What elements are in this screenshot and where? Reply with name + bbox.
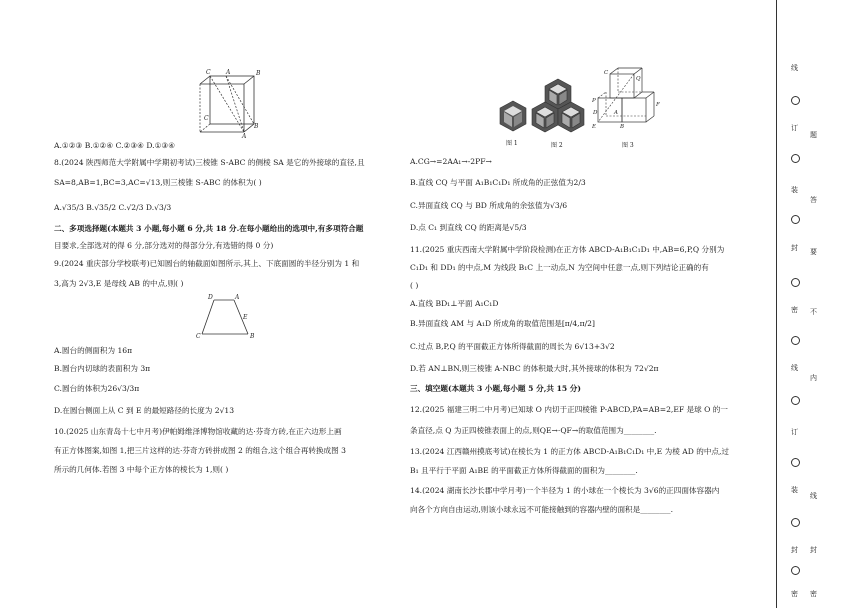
margin-mark: 题 <box>810 131 817 139</box>
binding-hole-icon <box>791 396 800 405</box>
q10-option-b: B.直线 CQ 与平面 A₁B₁C₁D₁ 所成角的正弦值为2/3 <box>410 178 586 187</box>
margin-mark: 要 <box>810 248 817 256</box>
q12-line2: 条直径,点 Q 为正四棱锥表面上的点,则QE→·QF→的取值范围为________. <box>410 426 657 435</box>
fig3-label: C <box>604 70 609 76</box>
binding-hole-icon <box>791 518 800 527</box>
q9-option-c: C.圆台的体积为26√3/3π <box>54 384 140 393</box>
margin-mark: 答 <box>810 196 817 204</box>
q8-line1: 8.(2024 陕西师范大学附属中学期初考试)三棱锥 S-ABC 的侧棱 SA 是它的外接球的直径,且 <box>54 158 365 167</box>
margin-mark: 封 <box>810 546 817 554</box>
margin-mark: 装 <box>791 186 798 194</box>
binding-hole-icon <box>791 96 800 105</box>
fig3-label: A <box>614 110 618 116</box>
q14-line1: 14.(2024 湖南长沙长郡中学月考)一个半径为 1 的小球在一个棱长为 3√6的正四面体容器内 <box>410 486 720 495</box>
q10-option-d: D.点 C₁ 到直线 CQ 的距离是√5/3 <box>410 223 527 232</box>
q9-option-a: A.圆台的侧面积为 16π <box>54 346 133 355</box>
fig3-label: E <box>592 124 597 130</box>
cube-label: C <box>206 69 211 76</box>
margin-mark: 封 <box>791 546 798 554</box>
frustum-label: D <box>208 294 213 301</box>
q13-line2: B₁ 且平行于平面 A₁BE 的平面截正方体所得截面的面积为________. <box>410 466 638 475</box>
fig3-label: B <box>620 124 625 130</box>
margin-mark: 订 <box>791 428 798 436</box>
cube-label: A <box>242 133 247 138</box>
frustum-figure <box>196 292 262 340</box>
fig3-caption: 图 3 <box>622 142 634 149</box>
tile-figure-1 <box>498 100 528 147</box>
frustum-label: A <box>235 294 240 301</box>
q7-options: A.①②③ B.①②④ C.②③④ D.①③④ <box>54 141 176 150</box>
margin-mark: 线 <box>791 64 798 72</box>
section2-line2: 目要求,全部选对的得 6 分,部分选对的得部分分,有选错的得 0 分) <box>54 241 274 250</box>
fig2-caption: 图 2 <box>551 142 563 149</box>
frustum-label: C <box>196 333 201 340</box>
q11-option-a: A.直线 BD₁⊥平面 A₁C₁D <box>410 299 499 308</box>
q10-line1: 10.(2025 山东青岛十七中月考)伊帕姆维泽博物馆收藏的达·芬奇方砖,在正六边形上画 <box>54 427 342 436</box>
q11-line3: ( ) <box>410 281 419 290</box>
fig1-caption: 图 1 <box>506 140 518 147</box>
q9-option-d: D.在圆台侧面上从 C 到 E 的最短路径的长度为 2√13 <box>54 406 235 415</box>
q10-option-c: C.异面直线 CQ 与 BD 所成角的余弦值为√3/6 <box>410 201 568 210</box>
q10-line2: 有正方体图案,如图 1,把三片这样的达·芬奇方砖拼成图 2 的组合,这个组合再转换成图 3 <box>54 446 346 455</box>
q11-option-b: B.异面直线 AM 与 A₁D 所成角的取值范围是[π/4,π/2] <box>410 319 595 328</box>
margin-mark: 线 <box>791 364 798 372</box>
binding-hole-icon <box>791 566 800 575</box>
q11-option-d: D.若 AN⊥BN,则三棱锥 A-NBC 的体积最大时,其外接球的体积为 72√2π <box>410 364 659 373</box>
margin-mark: 线 <box>810 492 817 500</box>
binding-hole-icon <box>791 278 800 287</box>
binding-line <box>776 0 777 608</box>
binding-hole-icon <box>791 154 800 163</box>
frustum-label: E <box>243 314 248 321</box>
margin-mark: 封 <box>791 244 798 252</box>
frustum-label: B <box>250 333 255 340</box>
q9-line2: 3,高为 2√3,E 是母线 AB 的中点,则( ) <box>54 279 184 288</box>
margin-mark: 密 <box>791 306 798 314</box>
q8-options: A.√35/3 B.√35/2 C.√2/3 D.√3/3 <box>54 203 172 212</box>
q9-option-b: B.圆台内切球的表面积为 3π <box>54 364 151 373</box>
q10-option-a: A.CG→=2AA₁→-2PF→ <box>410 157 492 166</box>
cube-label: C <box>204 115 209 122</box>
binding-hole-icon <box>791 458 800 467</box>
fig3-label: F <box>656 102 660 108</box>
q8-line2: SA=8,AB=1,BC=3,AC=√13,则三棱锥 S-ABC 的体积为( ) <box>54 178 262 187</box>
cube-label: B <box>256 70 261 77</box>
cube-label: A <box>226 69 231 76</box>
q11-line2: C₁D₁ 和 DD₁ 的中点,M 为线段 B₁C 上一动点,N 为空间中任意一点,则下列结论正确的有 <box>410 263 709 272</box>
q11-option-c: C.过点 B,P,Q 的平面截正方体所得截面的周长为 6√13+3√2 <box>410 342 615 351</box>
q9-line1: 9.(2024 重庆部分学校联考)已知圆台的轴截面如图所示,其上、下底面圆的半径分别为 1 和 <box>54 259 360 268</box>
binding-hole-icon <box>791 336 800 345</box>
margin-mark: 装 <box>791 486 798 494</box>
section3-heading: 三、填空题(本题共 3 小题,每小题 5 分,共 15 分) <box>410 384 581 393</box>
section2-heading: 二、多项选择题(本题共 3 小题,每小题 6 分,共 18 分.在每小题给出的选项中,有多项符合题 <box>54 224 364 233</box>
q10-line3: 所示的几何体.若图 3 中每个正方体的棱长为 1,则( ) <box>54 465 229 474</box>
cube-figure <box>196 66 266 138</box>
fig3-label: P <box>592 98 596 104</box>
margin-mark: 内 <box>810 374 817 382</box>
q11-line1: 11.(2025 重庆西南大学附属中学阶段检测)在正方体 ABCD-A₁B₁C₁D₁ 中,AB=6,P,Q 分别为 <box>410 245 725 254</box>
q14-line2: 向各个方向自由运动,则该小球永远不可能接触到的容器内壁的面积是________. <box>410 505 674 514</box>
binding-hole-icon <box>791 215 800 224</box>
cubes-figure-3 <box>592 66 666 149</box>
fig3-label: D <box>593 110 598 116</box>
margin-mark: 订 <box>791 124 798 132</box>
cube-label: B <box>254 123 259 130</box>
margin-mark: 不 <box>810 308 817 316</box>
tile-figure-2 <box>531 78 585 149</box>
fig3-label: Q <box>636 76 641 82</box>
q13-line1: 13.(2024 江西赣州摸底考试)在棱长为 1 的正方体 ABCD-A₁B₁C₁D₁ 中,E 为棱 AD 的中点,过 <box>410 447 730 456</box>
q12-line1: 12.(2025 福建三明二中月考)已知球 O 内切于正四棱锥 P-ABCD,PA=AB=2,EF 是球 O 的一 <box>410 405 728 414</box>
margin-mark: 密 <box>810 590 817 598</box>
margin-mark: 密 <box>791 590 798 598</box>
